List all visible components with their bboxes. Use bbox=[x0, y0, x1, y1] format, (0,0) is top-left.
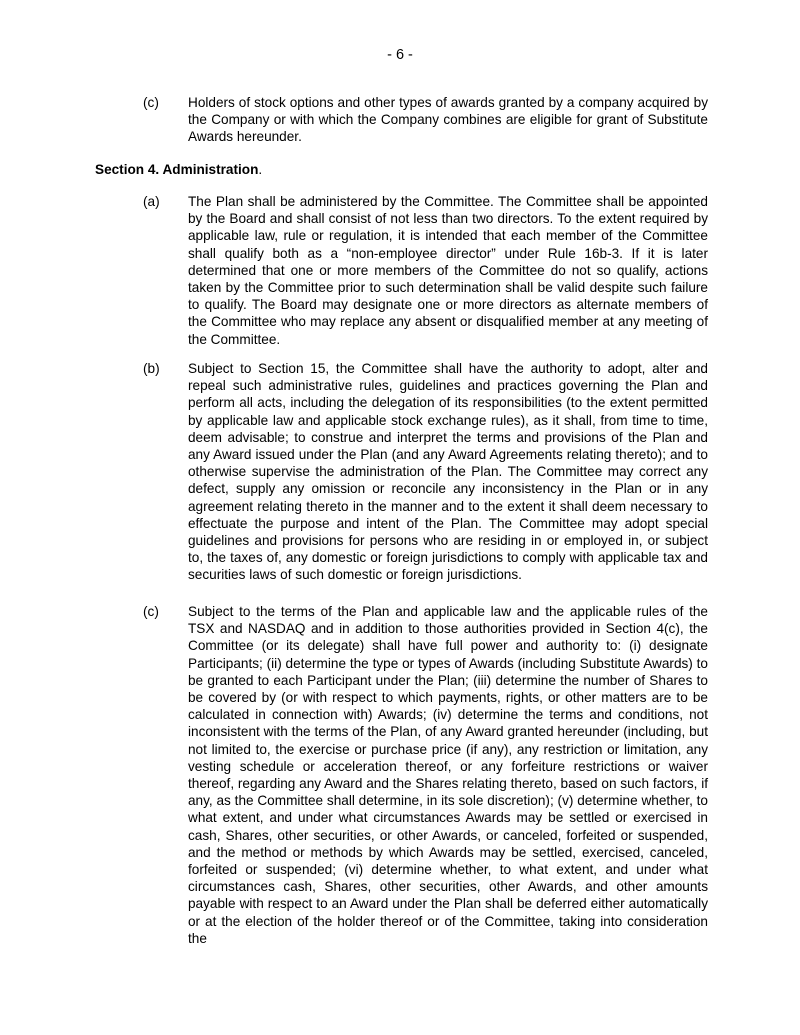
clause-text: Subject to the terms of the Plan and applicable law and the applicable rules of the TSX and NASDAQ and in addition to those authorities provided in Section 4(c), the Committee (or its delegate) shall have full power and authority to: (i) designate Participants; (ii) determine the type or types of Awards (including Substitute Awards) to be granted to each Participant under the Plan; (iii) determine the number of Shares to be covered by (or with respect to which payments, rights, or other matters are to be calculated in connection with) Awards; (iv) determine the terms and conditions, not inconsistent with the terms of the Plan, of any Award granted hereunder (including, but not limited to, the exercise or purchase price (if any), any restriction or limitation, any vesting schedule or acceleration thereof, or any forfeiture restrictions or waiver thereof, regarding any Award and the Shares relating thereto, based on such factors, if any, as the Committee shall determine, in its sole discretion); (v) determine whether, to what extent, and under what circumstances Awards may be settled or exercised in cash, Shares, other securities, or other Awards, or canceled, forfeited or suspended, and the method or methods by which Awards may be settled, exercised, canceled, forfeited or suspended; (vi) determine whether, to what extent, and under what circumstances cash, Shares, other securities, other Awards, and other amounts payable with respect to an Award under the Plan shall be deferred either automatically or at the election of the holder thereof or of the Committee, taking into consideration the bbox=[188, 604, 708, 946]
clause-label: (a) bbox=[143, 194, 160, 209]
clause-text: Subject to Section 15, the Committee shall have the authority to adopt, alter and repeal such administrative rules, guidelines and practices governing the Plan and perform all acts, including the delegation of its responsibilities (to the extent permitted by applicable law and applicable stock exchange rules), as it shall, from time to time, deem advisable; to construe and interpret the terms and provisions of the Plan and any Award issued under the Plan (and any Award Agreements relating thereto); and to otherwise supervise the administration of the Plan. The Committee may correct any defect, supply any omission or reconcile any inconsistency in the Plan or in any agreement relating thereto in the manner and to the extent it shall deem necessary to effectuate the purpose and intent of the Plan. The Committee may adopt special guidelines and provisions for persons who are residing in or employed in, or subject to, the taxes of, any domestic or foreign jurisdictions to comply with applicable tax and securities laws of such domestic or foreign jurisdictions. bbox=[188, 361, 708, 583]
clause-label: (b) bbox=[143, 361, 160, 376]
clause-label: (c) bbox=[143, 95, 159, 110]
section-heading bbox=[95, 161, 262, 178]
intro-clause bbox=[143, 94, 708, 146]
page-number: - 6 - bbox=[387, 47, 413, 63]
clause-label: (c) bbox=[143, 604, 159, 619]
clause-a bbox=[143, 193, 708, 348]
section-heading-title: Section 4. Administration bbox=[95, 162, 259, 177]
clause-b bbox=[143, 360, 708, 584]
section-heading-suffix: . bbox=[258, 162, 263, 177]
clause-text: Holders of stock options and other types of awards granted by a company acquired by the Company or with which the Company combines are eligible for grant of Substitute Awards hereunder. bbox=[188, 95, 708, 145]
clause-text: The Plan shall be administered by the Committee. The Committee shall be appointed by the Board and shall consist of not less than two directors. To the extent required by applicable law, rule or regulation, it is intended that each member of the Committee shall qualify both as a “non-employee director” under Rule 16b-3. If it is later determined that one or more members of the Committee do not so qualify, actions taken by the Committee prior to such determination shall be valid despite such failure to qualify. The Board may designate one or more directors as alternate members of the Committee who may replace any absent or disqualified member at any meeting of the Committee. bbox=[188, 194, 708, 347]
clause-c bbox=[143, 603, 708, 947]
